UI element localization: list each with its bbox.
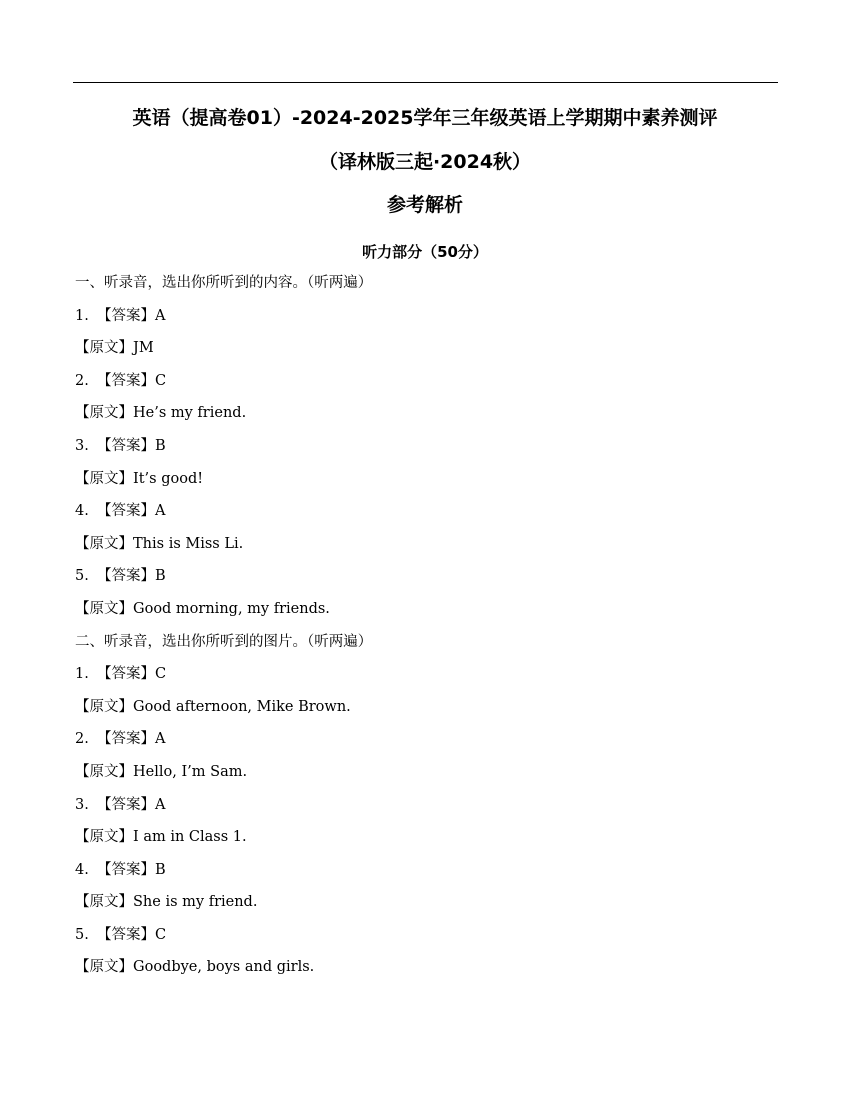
- transcript-line: [75, 596, 775, 629]
- transcript-label: 【原文】: [75, 600, 133, 617]
- item-number: 2.: [75, 372, 89, 389]
- transcript-line: [75, 531, 775, 564]
- answer-value: A: [155, 503, 166, 520]
- answer-label: 【答案】: [97, 307, 155, 324]
- answer-line: [75, 661, 775, 694]
- answer-label: 【答案】: [97, 437, 155, 454]
- transcript-text: It’s good!: [133, 470, 204, 487]
- answer-line: [75, 922, 775, 955]
- answer-label: 【答案】: [97, 372, 155, 389]
- answer-line: [75, 563, 775, 596]
- item-number: 3.: [75, 437, 89, 454]
- transcript-line: [75, 466, 775, 499]
- item-number: 5.: [75, 926, 89, 943]
- item-number: 2.: [75, 731, 89, 748]
- answer-label: 【答案】: [97, 666, 155, 683]
- answer-line: [75, 792, 775, 825]
- answer-label: 【答案】: [97, 568, 155, 585]
- transcript-text: This is Miss Li.: [133, 535, 244, 552]
- answer-label: 【答案】: [97, 731, 155, 748]
- answer-list: [75, 270, 775, 987]
- answer-label: 【答案】: [97, 796, 155, 813]
- transcript-line: [75, 824, 775, 857]
- item-number: 4.: [75, 503, 89, 520]
- transcript-line: [75, 954, 775, 987]
- header-rule: [73, 82, 778, 83]
- transcript-label: 【原文】: [75, 535, 133, 552]
- answer-label: 【答案】: [97, 503, 155, 520]
- transcript-text: Goodbye, boys and girls.: [133, 959, 315, 976]
- answer-value: C: [155, 926, 167, 943]
- answer-value: B: [155, 861, 166, 878]
- answer-value: B: [155, 568, 166, 585]
- answer-line: [75, 433, 775, 466]
- transcript-text: Good afternoon, Mike Brown.: [133, 698, 351, 715]
- transcript-text: I am in Class 1.: [133, 829, 247, 846]
- transcript-label: 【原文】: [75, 405, 133, 422]
- answer-line: [75, 498, 775, 531]
- transcript-text: Hello, I’m Sam.: [133, 763, 248, 780]
- item-number: 3.: [75, 796, 89, 813]
- answer-line: [75, 726, 775, 759]
- transcript-line: [75, 889, 775, 922]
- item-number: 1.: [75, 307, 89, 324]
- transcript-line: [75, 400, 775, 433]
- answer-value: C: [155, 372, 167, 389]
- answer-label: 【答案】: [97, 926, 155, 943]
- answer-value: A: [155, 731, 166, 748]
- answer-line: [75, 857, 775, 890]
- item-number: 5.: [75, 568, 89, 585]
- transcript-text: Good morning, my friends.: [133, 600, 330, 617]
- answer-label: 【答案】: [97, 861, 155, 878]
- transcript-line: [75, 335, 775, 368]
- item-number: 4.: [75, 861, 89, 878]
- transcript-label: 【原文】: [75, 698, 133, 715]
- answer-line: [75, 368, 775, 401]
- section-heading: 听力部分（50分）: [362, 243, 488, 261]
- transcript-text: He’s my friend.: [133, 405, 247, 422]
- item-number: 1.: [75, 666, 89, 683]
- transcript-label: 【原文】: [75, 959, 133, 976]
- answer-line: [75, 303, 775, 336]
- transcript-label: 【原文】: [75, 829, 133, 846]
- transcript-line: [75, 694, 775, 727]
- document-title: 英语（提高卷01）-2024-2025学年三年级英语上学期期中素养测评: [132, 107, 718, 129]
- transcript-text: JM: [133, 340, 154, 357]
- part2-instruction: 二、听录音，选出你所听到的图片。（听两遍）: [75, 633, 373, 650]
- transcript-label: 【原文】: [75, 470, 133, 487]
- answer-value: A: [155, 307, 166, 324]
- answer-value: B: [155, 437, 166, 454]
- transcript-label: 【原文】: [75, 894, 133, 911]
- document-subtitle: 参考解析: [386, 194, 463, 216]
- document-edition: （译林版三起·2024秋）: [318, 151, 532, 173]
- transcript-label: 【原文】: [75, 763, 133, 780]
- answer-value: A: [155, 796, 166, 813]
- part1-instruction: 一、听录音，选出你所听到的内容。（听两遍）: [75, 275, 373, 291]
- answer-value: C: [155, 666, 167, 683]
- transcript-text: She is my friend.: [133, 894, 258, 911]
- transcript-line: [75, 759, 775, 792]
- transcript-label: 【原文】: [75, 340, 133, 357]
